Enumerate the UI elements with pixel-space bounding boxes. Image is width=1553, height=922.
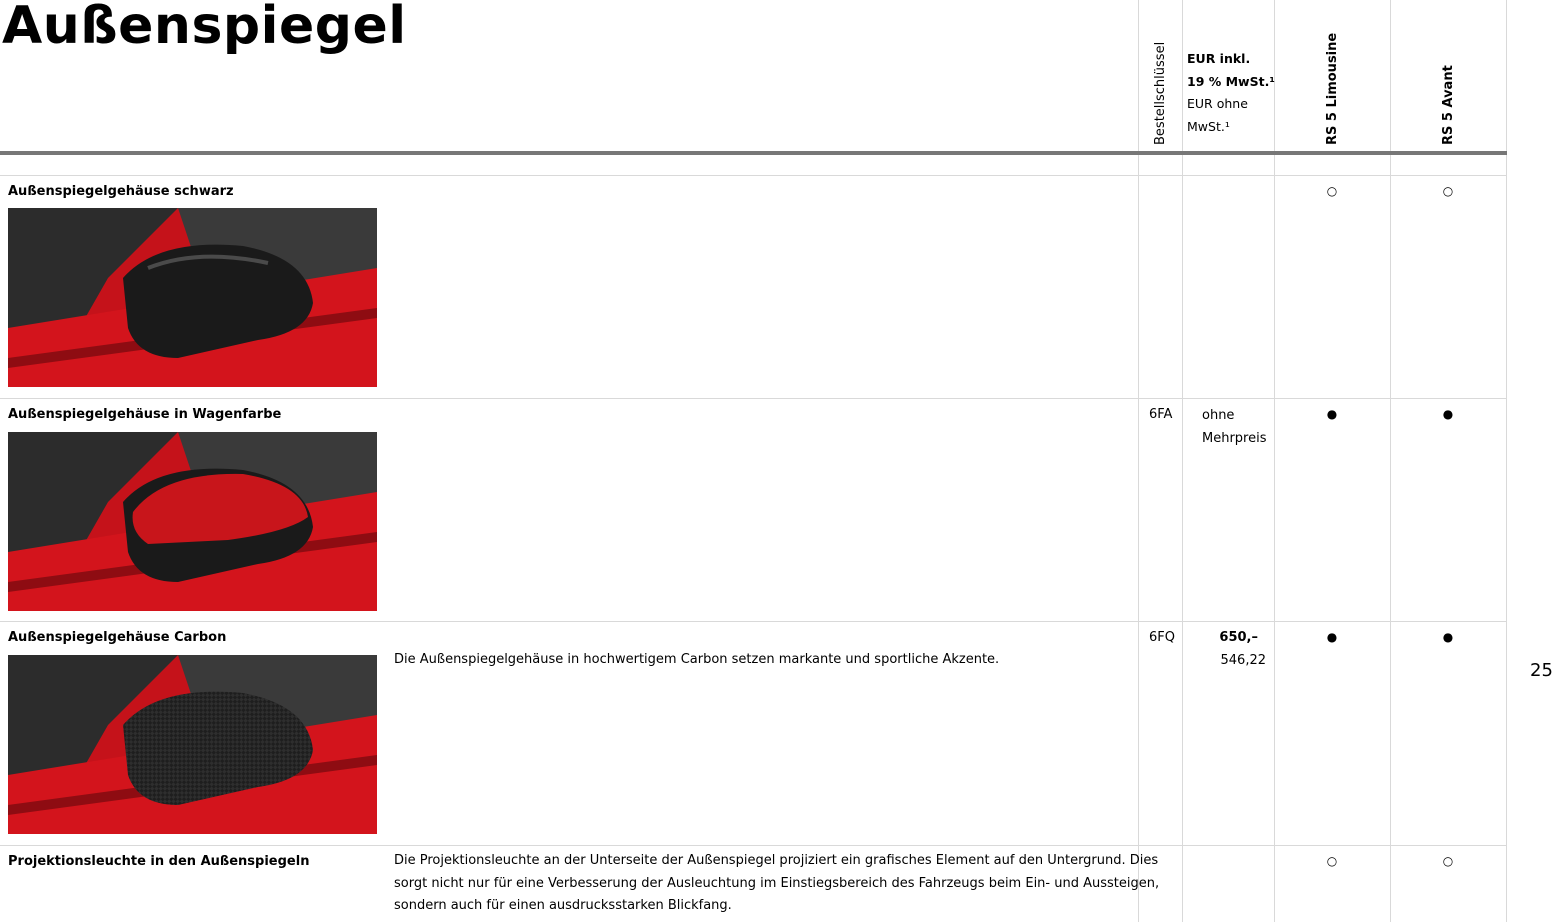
order-code: 6FQ bbox=[1149, 630, 1175, 645]
row-divider bbox=[0, 175, 1506, 176]
mirror-photo bbox=[8, 208, 377, 387]
row-description: Die Außenspiegelgehäuse in hochwertigem Carbon setzen markante und sportliche Akzente. bbox=[394, 652, 1000, 667]
header-price-incl-1: EUR inkl. bbox=[1187, 51, 1251, 66]
description-line: Die Projektionsleuchte an der Unterseite der Außenspiegel projiziert ein grafisches Element auf den Untergrund. Dies bbox=[394, 853, 1159, 868]
row-title: Projektionsleuchte in den Außenspiegeln bbox=[8, 854, 310, 869]
header-rule bbox=[0, 151, 1507, 155]
header-price-incl-2: 19 % MwSt.¹ bbox=[1187, 73, 1275, 89]
price-excl: Mehrpreis bbox=[1202, 430, 1267, 446]
page-title: Außenspiegel bbox=[2, 0, 407, 56]
column-divider bbox=[1182, 0, 1183, 922]
page-number: 25 bbox=[1530, 660, 1553, 681]
mirror-body-color-illustration bbox=[8, 432, 377, 611]
price-cell bbox=[1202, 405, 1267, 450]
availability-limousine: ● bbox=[1326, 407, 1338, 421]
availability-avant: ○ bbox=[1442, 184, 1454, 198]
row-divider bbox=[0, 621, 1506, 622]
header-model-limousine: RS 5 Limousine bbox=[1325, 32, 1340, 145]
availability-avant: ○ bbox=[1442, 854, 1454, 868]
price-incl: 650,– bbox=[1219, 630, 1258, 645]
mirror-carbon-illustration bbox=[8, 655, 377, 834]
header-price-excl-2: MwSt.¹ bbox=[1187, 118, 1230, 134]
column-divider bbox=[1274, 0, 1275, 922]
availability-avant: ● bbox=[1442, 630, 1454, 644]
availability-avant: ● bbox=[1442, 407, 1454, 421]
column-divider bbox=[1506, 0, 1507, 922]
availability-limousine: ○ bbox=[1326, 854, 1338, 868]
availability-limousine: ● bbox=[1326, 630, 1338, 644]
header-model-avant: RS 5 Avant bbox=[1441, 65, 1456, 145]
price-incl: ohne bbox=[1202, 408, 1235, 423]
order-code: 6FA bbox=[1149, 407, 1173, 422]
row-divider bbox=[0, 398, 1506, 399]
mirror-black-illustration bbox=[8, 208, 377, 387]
mirror-photo bbox=[8, 432, 377, 611]
column-divider bbox=[1390, 0, 1391, 922]
row-divider bbox=[0, 845, 1506, 846]
row-title: Außenspiegelgehäuse Carbon bbox=[8, 630, 227, 645]
header-order-code: Bestellschlüssel bbox=[1153, 41, 1168, 145]
row-description bbox=[394, 850, 1159, 918]
price-cell bbox=[1205, 627, 1266, 672]
mirror-photo bbox=[8, 655, 377, 834]
availability-limousine: ○ bbox=[1326, 184, 1338, 198]
description-line: sondern auch für einen ausdrucksstarken Blickfang. bbox=[394, 898, 732, 913]
header-price bbox=[1187, 48, 1275, 138]
header-price-excl-1: EUR ohne bbox=[1187, 96, 1248, 111]
column-divider bbox=[1138, 0, 1139, 922]
price-excl: 546,22 bbox=[1220, 652, 1266, 668]
row-title: Außenspiegelgehäuse in Wagenfarbe bbox=[8, 407, 282, 422]
description-line: sorgt nicht nur für eine Verbesserung der Ausleuchtung im Einstiegsbereich des Fahrzeugs beim Ein- und Aussteigen, bbox=[394, 875, 1160, 891]
row-title: Außenspiegelgehäuse schwarz bbox=[8, 184, 234, 199]
